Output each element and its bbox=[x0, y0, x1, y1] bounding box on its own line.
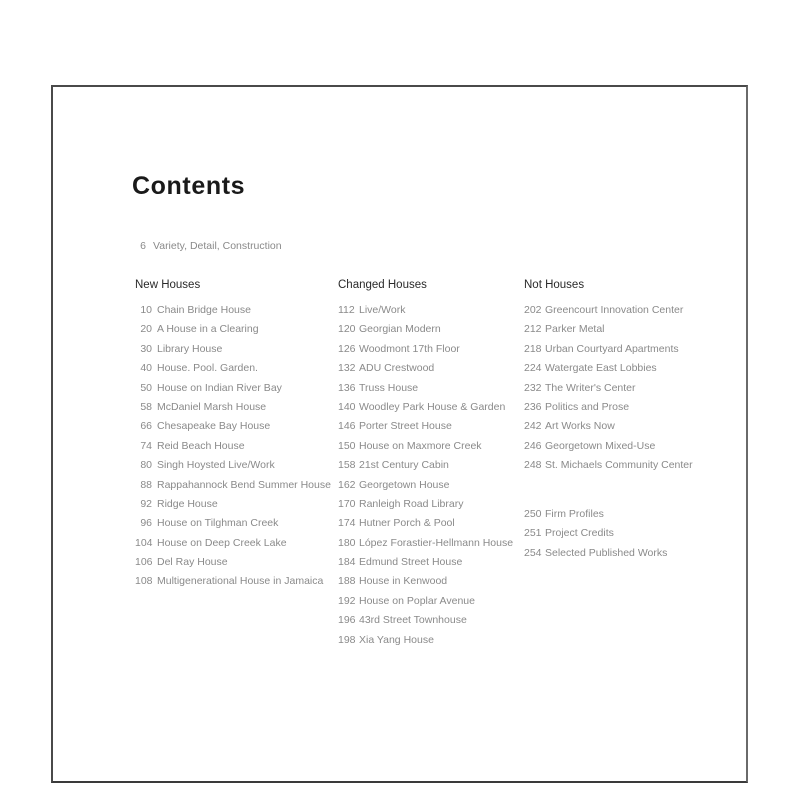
entry-title: Xia Yang House bbox=[359, 633, 434, 646]
entry-page-number: 74 bbox=[140, 439, 152, 452]
toc-entry[interactable] bbox=[135, 303, 355, 322]
entry-page-number: 196 bbox=[338, 614, 356, 627]
entry-title: Parker Metal bbox=[545, 323, 605, 336]
entry-page-number: 10 bbox=[140, 304, 152, 316]
entry-title: House. Pool. Garden. bbox=[157, 362, 258, 375]
entry-title: House on Deep Creek Lake bbox=[157, 536, 287, 549]
entry-page-number: 66 bbox=[140, 420, 152, 433]
entry-page-number: 174 bbox=[338, 517, 356, 530]
entry-page-number: 80 bbox=[140, 459, 152, 472]
toc-entry[interactable] bbox=[338, 613, 558, 632]
entry-page-number: 104 bbox=[135, 536, 153, 549]
entry-title: Multigenerational House in Jamaica bbox=[157, 575, 324, 588]
back-matter-list bbox=[524, 507, 744, 565]
entry-title: Urban Courtyard Apartments bbox=[545, 342, 679, 355]
entry-title: St. Michaels Community Center bbox=[545, 459, 693, 472]
toc-entry[interactable] bbox=[135, 478, 355, 497]
entry-title: Art Works Now bbox=[545, 420, 615, 433]
entry-title: 43rd Street Townhouse bbox=[359, 614, 467, 627]
entry-page-number: 150 bbox=[338, 439, 356, 452]
entry-title: Library House bbox=[157, 342, 223, 355]
entry-page-number: 254 bbox=[524, 546, 542, 559]
entry-page-number: 140 bbox=[338, 400, 356, 413]
entry-page-number: 192 bbox=[338, 594, 356, 607]
entry-page-number: 106 bbox=[135, 556, 153, 569]
entry-title: Rappahannock Bend Summer House bbox=[157, 478, 331, 491]
entry-title: Georgetown House bbox=[359, 478, 450, 491]
entry-page-number: 212 bbox=[524, 323, 542, 336]
entry-title: ADU Crestwood bbox=[359, 362, 435, 375]
entry-title: House on Poplar Avenue bbox=[359, 594, 475, 607]
entry-page-number: 92 bbox=[140, 497, 152, 510]
entry-page-number: 6 bbox=[140, 240, 146, 252]
entry-page-number: 50 bbox=[140, 381, 152, 394]
entry-list bbox=[524, 303, 744, 478]
toc-entry[interactable] bbox=[135, 439, 355, 458]
entry-title: House on Maxmore Creek bbox=[359, 439, 482, 452]
entry-page-number: 88 bbox=[140, 478, 152, 491]
toc-entry[interactable] bbox=[135, 342, 355, 361]
toc-entry[interactable] bbox=[135, 536, 355, 555]
entry-page-number: 112 bbox=[338, 304, 355, 316]
entry-title: House in Kenwood bbox=[359, 575, 448, 588]
entry-title: Woodmont 17th Floor bbox=[359, 342, 460, 355]
toc-entry[interactable] bbox=[338, 574, 558, 593]
entry-title: Edmund Street House bbox=[359, 556, 463, 569]
entry-page-number: 184 bbox=[338, 556, 356, 569]
toc-entry[interactable] bbox=[524, 507, 744, 526]
toc-entry[interactable] bbox=[338, 478, 558, 497]
entry-title: Greencourt Innovation Center bbox=[545, 304, 684, 316]
toc-entry[interactable] bbox=[524, 439, 744, 458]
toc-entry[interactable] bbox=[524, 361, 744, 380]
entry-title: Singh Hoysted Live/Work bbox=[157, 459, 275, 472]
entry-page-number: 232 bbox=[524, 381, 542, 394]
entry-title: Hutner Porch & Pool bbox=[359, 517, 455, 530]
section-heading: Changed Houses bbox=[338, 279, 427, 291]
toc-entry[interactable] bbox=[524, 322, 744, 341]
toc-entry[interactable] bbox=[135, 400, 355, 419]
entry-page-number: 202 bbox=[524, 304, 542, 316]
entry-title: A House in a Clearing bbox=[157, 323, 259, 336]
toc-entry[interactable] bbox=[135, 458, 355, 477]
entry-page-number: 250 bbox=[524, 508, 542, 520]
toc-entry[interactable] bbox=[524, 458, 744, 477]
entry-title: Ranleigh Road Library bbox=[359, 497, 464, 510]
toc-entry[interactable] bbox=[524, 400, 744, 419]
entry-title: Selected Published Works bbox=[545, 546, 668, 559]
toc-entry[interactable] bbox=[135, 381, 355, 400]
entry-page-number: 188 bbox=[338, 575, 356, 588]
toc-entry[interactable] bbox=[135, 361, 355, 380]
toc-entry[interactable] bbox=[135, 419, 355, 438]
intro-entry[interactable] bbox=[136, 240, 282, 252]
entry-title: Firm Profiles bbox=[545, 508, 604, 520]
entry-title: Variety, Detail, Construction bbox=[153, 240, 282, 252]
entry-page-number: 146 bbox=[338, 420, 356, 433]
entry-page-number: 58 bbox=[140, 400, 152, 413]
entry-page-number: 96 bbox=[140, 517, 152, 530]
toc-entry[interactable] bbox=[135, 574, 355, 593]
entry-title: Porter Street House bbox=[359, 420, 452, 433]
toc-entry[interactable] bbox=[524, 526, 744, 545]
toc-entry[interactable] bbox=[524, 303, 744, 322]
entry-title: Reid Beach House bbox=[157, 439, 245, 452]
entry-title: Chain Bridge House bbox=[157, 304, 251, 316]
entry-page-number: 120 bbox=[338, 323, 356, 336]
entry-page-number: 180 bbox=[338, 536, 356, 549]
entry-page-number: 248 bbox=[524, 459, 542, 472]
entry-page-number: 224 bbox=[524, 362, 542, 375]
entry-page-number: 170 bbox=[338, 497, 356, 510]
entry-page-number: 242 bbox=[524, 420, 542, 433]
entry-page-number: 162 bbox=[338, 478, 356, 491]
toc-entry[interactable] bbox=[135, 555, 355, 574]
toc-entry[interactable] bbox=[135, 516, 355, 535]
toc-entry[interactable] bbox=[338, 633, 558, 652]
entry-page-number: 30 bbox=[140, 342, 152, 355]
entry-page-number: 136 bbox=[338, 381, 356, 394]
entry-page-number: 126 bbox=[338, 342, 356, 355]
toc-entry[interactable] bbox=[135, 497, 355, 516]
entry-title: McDaniel Marsh House bbox=[157, 400, 267, 413]
entry-page-number: 158 bbox=[338, 459, 356, 472]
entry-page-number: 236 bbox=[524, 400, 542, 413]
entry-title: Truss House bbox=[359, 381, 419, 394]
entry-list bbox=[135, 303, 355, 594]
section-not-houses bbox=[524, 278, 744, 478]
entry-title: Watergate East Lobbies bbox=[545, 362, 657, 375]
entry-list bbox=[524, 507, 744, 565]
entry-title: The Writer's Center bbox=[545, 381, 636, 394]
toc-entry[interactable] bbox=[524, 546, 744, 565]
entry-page-number: 218 bbox=[524, 342, 542, 355]
entry-title: Project Credits bbox=[545, 527, 614, 540]
entry-page-number: 132 bbox=[338, 362, 356, 375]
entry-title: Del Ray House bbox=[157, 556, 228, 569]
entry-title: House on Indian River Bay bbox=[157, 381, 282, 394]
entry-page-number: 251 bbox=[524, 527, 542, 540]
section-heading: New Houses bbox=[135, 279, 201, 291]
entry-title: Politics and Prose bbox=[545, 400, 630, 413]
entry-title: López Forastier-Hellmann House bbox=[359, 536, 514, 549]
entry-title: Georgetown Mixed-Use bbox=[545, 439, 656, 452]
toc-entry[interactable] bbox=[524, 419, 744, 438]
entry-page-number: 20 bbox=[140, 323, 152, 336]
section-heading: Not Houses bbox=[524, 279, 585, 291]
entry-title: 21st Century Cabin bbox=[359, 459, 449, 472]
page-title: Contents bbox=[132, 172, 246, 200]
entry-title: House on Tilghman Creek bbox=[157, 517, 279, 530]
entry-page-number: 108 bbox=[135, 575, 153, 588]
toc-entry[interactable] bbox=[524, 381, 744, 400]
toc-entry[interactable] bbox=[135, 322, 355, 341]
entry-page-number: 246 bbox=[524, 439, 542, 452]
section-new-houses bbox=[135, 278, 355, 594]
entry-title: Chesapeake Bay House bbox=[157, 420, 271, 433]
entry-page-number: 40 bbox=[140, 362, 152, 375]
entry-title: Woodley Park House & Garden bbox=[359, 400, 506, 413]
entry-title: Georgian Modern bbox=[359, 323, 441, 336]
entry-title: Live/Work bbox=[359, 304, 406, 316]
entry-title: Ridge House bbox=[157, 497, 218, 510]
entry-page-number: 198 bbox=[338, 633, 356, 646]
toc-entry[interactable] bbox=[524, 342, 744, 361]
toc-entry[interactable] bbox=[338, 594, 558, 613]
